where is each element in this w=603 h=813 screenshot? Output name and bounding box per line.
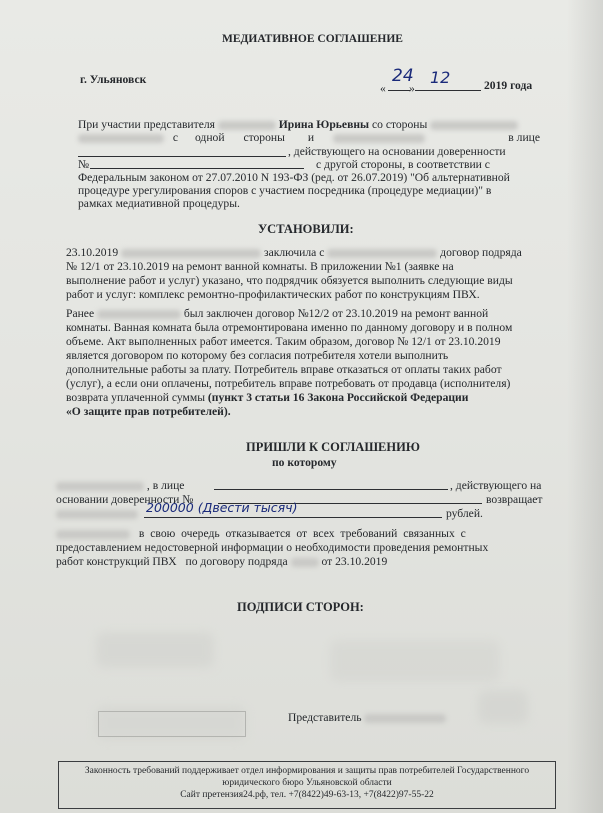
p2-line-1: Ранее был заключен договор №12/2 от 23.10.2019 на ремонт ванной: [66, 307, 489, 320]
p4-line-1: в свою очередь отказывается от всех требований связанных с: [56, 527, 466, 540]
date-close-quote: »: [409, 82, 415, 95]
intro-line-1: При участии представителя Ирина Юрьевны со стороны: [78, 118, 518, 131]
p3-line-3a: [56, 507, 138, 520]
footer-line-3: Сайт претензия24.рф, тел. +7(8422)49-63-13, +7(8422)97-55-22: [180, 790, 434, 800]
redacted-number: [291, 558, 319, 567]
intro-line-3: , действующего на основании доверенности: [288, 145, 506, 158]
p2-line-5: дополнительные работы за плату. Потребитель вправе отказаться от оплаты таких работ: [66, 363, 502, 376]
heading-agreement-sub: по которому: [272, 456, 337, 469]
footer-line-1: Законность требований поддерживает отдел информирования и защиты прав потребителей Государственного: [84, 766, 530, 776]
intro-blank-line: [78, 156, 286, 157]
redacted-name: [121, 249, 261, 258]
heading-agreement: ПРИШЛИ К СОГЛАШЕНИЮ: [246, 440, 420, 454]
redacted-name: [218, 121, 276, 130]
footer-box: [58, 761, 556, 809]
p2-line-2: комнаты. Ванная комната была отремонтирована именно по данному договору и в полном: [66, 321, 513, 334]
p1-line-4: работ и услуг: комплекс ремонтно-профилактических работ по конструкциям ПВХ.: [66, 288, 480, 301]
intro-doc-number-line: [90, 168, 304, 169]
date-year: 2019 года: [484, 79, 533, 92]
signature-mark: [478, 690, 528, 724]
signature-smudge: [96, 632, 214, 668]
p2-line-7: возврата уплаченной суммы (пункт 3 статьи 16 Закона Российской Федерации: [66, 391, 469, 404]
representative-label: Представитель: [288, 711, 446, 724]
redacted-party: [78, 134, 164, 143]
p4-line-2: предоставлением недостоверной информации о необходимости проведения ремонтных: [56, 541, 489, 554]
heading-signatures: ПОДПИСИ СТОРОН:: [237, 600, 364, 614]
document-title: МЕДИАТИВНОЕ СОГЛАШЕНИЕ: [222, 33, 403, 45]
redacted-party: [430, 121, 518, 130]
p2-line-6: (услуг), а если они оплачены, потребитель вправе потребовать от продавца (исполнителя): [66, 377, 511, 390]
p1-line-2: № 12/1 от 23.10.2019 на ремонт ванной комнаты. В приложении №1 (заявке на: [66, 260, 454, 273]
date-open-quote: «: [380, 82, 386, 95]
p3-amount-line: [144, 517, 442, 518]
redacted-name: [364, 714, 446, 723]
intro-line-4a: №: [78, 158, 90, 171]
amount-handwritten: 200000 (Двести тысяч): [146, 500, 298, 515]
intro-line-4b: с другой стороны, в соответствии с: [316, 158, 490, 171]
intro-line-6: процедуре урегулирования споров с участием посредника (процедуре медиации)" в: [78, 184, 492, 197]
date-month-line: [415, 90, 481, 91]
city-label: г. Ульяновск: [80, 73, 147, 86]
page-shadow: [567, 0, 603, 813]
heading-established: УСТАНОВИЛИ:: [258, 222, 354, 236]
redacted-name: [56, 510, 138, 519]
redacted-company: [327, 249, 437, 258]
footer-line-2: юридического бюро Ульяновской области: [222, 778, 392, 788]
p1-line-3: выполнение работ и услуг) указано, что подрядчик обязуется выполнить следующие виды: [66, 274, 513, 287]
p2-line-3: объеме. Акт выполненных работ имеется. Таким образом, договор № 12/1 от 23.10.2019: [66, 335, 501, 348]
date-day-handwritten: 24: [392, 66, 414, 86]
intro-line-5: Федеральным законом от 27.07.2010 N 193-ФЗ (ред. от 26.07.2019) "Об альтернативной: [78, 171, 510, 184]
p3-line-2a: основании доверенности №: [56, 493, 194, 506]
date-month-handwritten: 12: [430, 68, 451, 87]
p3-line-1b: , действующего на: [450, 479, 542, 492]
signature-smudge: [330, 640, 500, 682]
intro-line-7: рамках медиативной процедуры.: [78, 197, 240, 210]
redacted-company: [56, 482, 144, 491]
redacted-name: [56, 530, 130, 539]
p1-line-1: 23.10.2019 заключила с договор подряда: [66, 246, 522, 259]
redacted-party: [333, 134, 425, 143]
signature-box: [98, 711, 246, 737]
p4-line-3: работ конструкций ПВХ по договору подряда от 23.10.2019: [56, 555, 388, 568]
p3-line-1: , в лице: [56, 479, 184, 492]
redacted-name: [97, 310, 181, 319]
date-day-line: [388, 90, 410, 91]
p2-line-4: является договором по которому без согласия потребителя хотели выполнить: [66, 349, 449, 362]
p3-line-2b: возвращает: [486, 493, 543, 506]
intro-line-2: с одной стороны и в лице: [78, 131, 540, 144]
p2-line-8: «О защите прав потребителей).: [66, 405, 231, 418]
p3-rep-line: [214, 489, 448, 490]
p3-line-3b: рублей.: [446, 507, 483, 520]
